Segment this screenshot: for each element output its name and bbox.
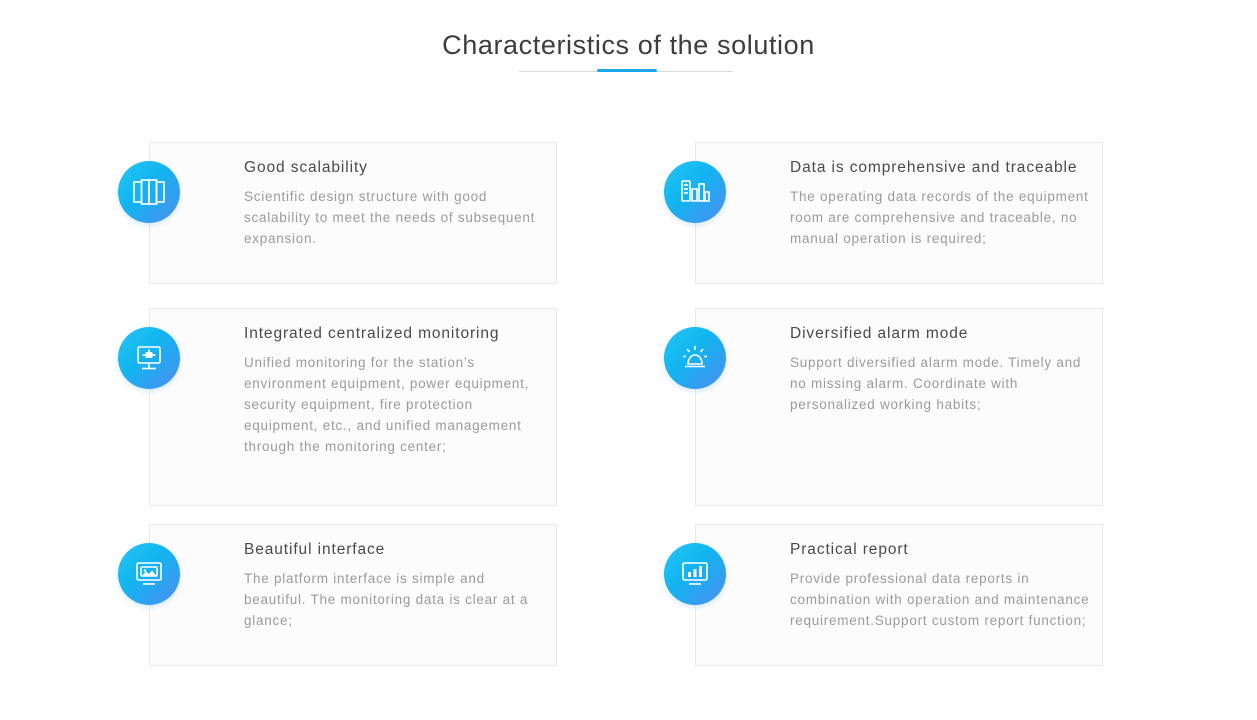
card-body <box>244 325 544 457</box>
feature-card-data-comprehensive-traceable[interactable] <box>695 142 1103 284</box>
card-body <box>790 159 1090 249</box>
page-title: Characteristics of the solution <box>442 30 815 60</box>
image-display-icon <box>118 543 180 605</box>
monitor-network-icon <box>118 327 180 389</box>
card-text: Support diversified alarm mode. Timely and no missing alarm. Coordinate with personalized working habits; <box>790 355 1082 412</box>
book-pages-icon <box>118 161 180 223</box>
card-title: Practical report <box>790 541 909 558</box>
feature-card-integrated-centralized-monitoring[interactable] <box>149 308 557 506</box>
feature-card-diversified-alarm-mode[interactable] <box>695 308 1103 506</box>
card-text: Unified monitoring for the station’s environment equipment, power equipment, security equipment, fire protection equipment, etc., and unified management through the monitoring center; <box>244 355 530 454</box>
card-body <box>790 541 1090 631</box>
card-title: Integrated centralized monitoring <box>244 325 500 342</box>
card-body <box>790 325 1090 415</box>
card-text: The operating data records of the equipment room are comprehensive and traceable, no manual operation is required; <box>790 189 1089 246</box>
card-title: Diversified alarm mode <box>790 325 969 342</box>
card-body <box>244 159 544 249</box>
feature-card-beautiful-interface[interactable] <box>149 524 557 666</box>
title-divider-accent <box>597 69 657 72</box>
alarm-siren-icon <box>664 327 726 389</box>
card-title: Beautiful interface <box>244 541 386 558</box>
card-text: Scientific design structure with good scalability to meet the needs of subsequent expansion. <box>244 189 536 246</box>
card-title: Good scalability <box>244 159 368 176</box>
bar-chart-data-icon <box>664 161 726 223</box>
card-text: The platform interface is simple and beautiful. The monitoring data is clear at a glance; <box>244 571 529 628</box>
card-body <box>244 541 544 631</box>
report-chart-icon <box>664 543 726 605</box>
card-title: Data is comprehensive and traceable <box>790 159 1078 176</box>
feature-card-practical-report[interactable] <box>695 524 1103 666</box>
card-text: Provide professional data reports in combination with operation and maintenance requirement.Support custom report function; <box>790 571 1090 628</box>
feature-card-good-scalability[interactable] <box>149 142 557 284</box>
